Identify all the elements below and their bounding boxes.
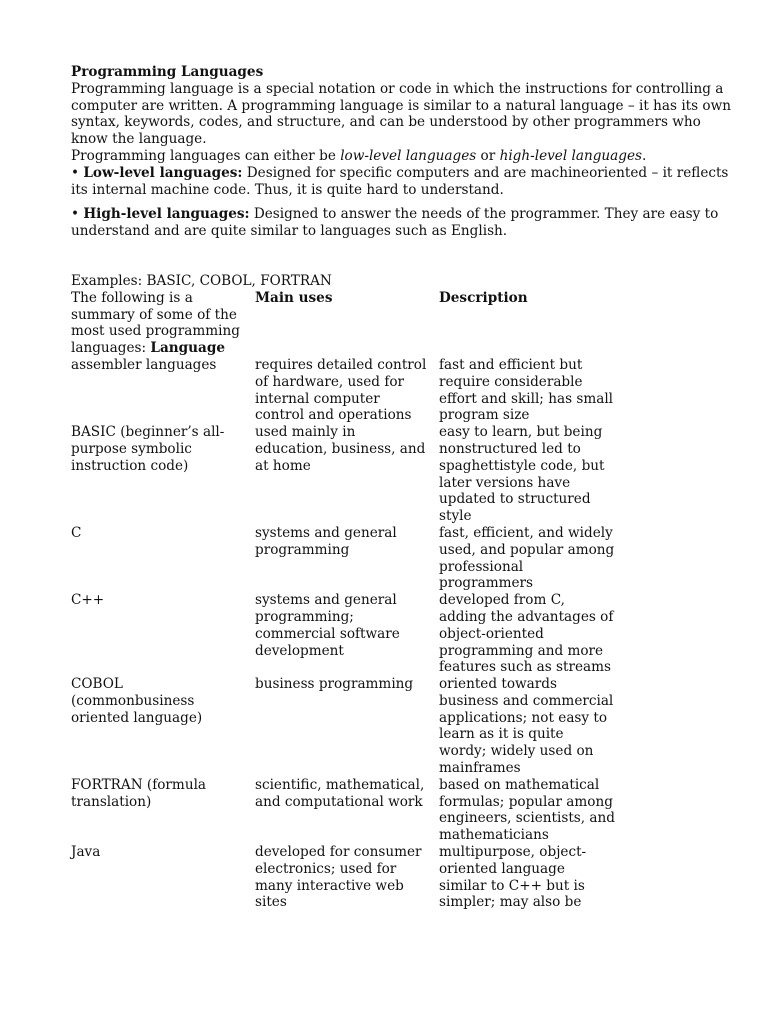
levels-paragraph xyxy=(71,148,736,165)
table-row xyxy=(71,424,631,525)
language-cell: COBOL (commonbusiness oriented language) xyxy=(71,676,203,726)
language-cell: assembler languages xyxy=(71,356,217,373)
main-uses-cell: systems and general programming xyxy=(255,524,397,558)
main-uses-cell: systems and general programming; commercial software development xyxy=(255,592,400,659)
main-uses-cell: used mainly in education, business, and at home xyxy=(255,424,426,474)
description-cell: oriented towards business and commercial applications; not easy to learn as it is quite wordy; widely used on mainframes xyxy=(439,676,614,777)
low-level-bullet xyxy=(71,165,736,199)
description-cell: based on mathematical formulas; popular among engineers, scientists, and mathematicians xyxy=(439,776,615,844)
main-uses-header: Main uses xyxy=(255,289,333,306)
main-uses-cell: business programming xyxy=(255,676,414,693)
bullet-icon: • xyxy=(71,164,84,181)
document-page xyxy=(71,64,736,911)
table-row xyxy=(71,844,631,911)
table-row xyxy=(71,676,631,777)
language-cell: C++ xyxy=(71,592,105,609)
language-cell: FORTRAN (formula translation) xyxy=(71,776,207,810)
description-cell: fast and efficient but require considerable effort and skill; has small program size xyxy=(439,356,614,424)
main-uses-cell: requires detailed control of hardware, used for internal computer control and operations xyxy=(255,356,427,424)
low-level-term: low-level languages xyxy=(340,147,477,164)
intro-paragraph: Programming language is a special notation or code in which the instructions for controlling a computer are written. A programming language is similar to a natural language – it has its own syntax, keywords, codes, and structure, and can be understood by other programmers who know the language. xyxy=(71,80,732,148)
main-uses-cell: scientific, mathematical, and computational work xyxy=(255,776,425,810)
languages-table xyxy=(71,290,631,911)
table-header-row xyxy=(71,290,631,357)
table-header-language xyxy=(71,290,255,357)
summary-intro: The following is a summary of some of the most used programming languages: xyxy=(71,289,240,357)
levels-prefix: Programming languages can either be xyxy=(71,147,341,164)
table-row xyxy=(71,592,631,676)
high-level-term: high-level languages xyxy=(499,147,642,164)
description-cell: fast, efficient, and widely used, and popular among professional programmers xyxy=(439,524,615,592)
levels-or: or xyxy=(476,147,500,164)
description-cell: developed from C, adding the advantages of object-oriented programming and more features such as streams xyxy=(439,592,614,676)
high-level-bullet xyxy=(71,206,736,240)
high-level-label: High-level languages: xyxy=(83,206,250,223)
low-level-label: Low-level languages: xyxy=(83,164,243,181)
description-cell: easy to learn, but being nonstructured led to spaghettistyle code, but later versions have updated to structured style xyxy=(439,424,605,525)
description-header: Description xyxy=(439,289,528,306)
levels-end: . xyxy=(642,147,647,164)
examples-line: Examples: BASIC, COBOL, FORTRAN xyxy=(71,272,332,289)
high-level-text: Designed to answer the needs of the programmer. They are easy to understand and are quite similar to languages such as English. xyxy=(71,206,719,240)
language-cell: Java xyxy=(71,844,101,861)
description-cell: multipurpose, object-oriented language similar to C++ but is simpler; may also be xyxy=(439,844,587,911)
table-row xyxy=(71,525,631,592)
language-cell: C xyxy=(71,524,82,541)
table-body xyxy=(71,357,631,911)
language-cell: BASIC (beginner’s all-purpose symbolic instruction code) xyxy=(71,424,225,474)
main-uses-cell: developed for consumer electronics; used for many interactive web sites xyxy=(255,844,422,911)
table-row xyxy=(71,357,631,424)
language-header: Language xyxy=(150,340,226,357)
document-title: Programming Languages xyxy=(71,64,264,80)
bullet-icon: • xyxy=(71,206,84,223)
table-row xyxy=(71,777,631,844)
low-level-text: Designed for specific computers and are machineoriented – it reflects its internal machine code. Thus, it is quite hard to understand. xyxy=(71,164,729,198)
